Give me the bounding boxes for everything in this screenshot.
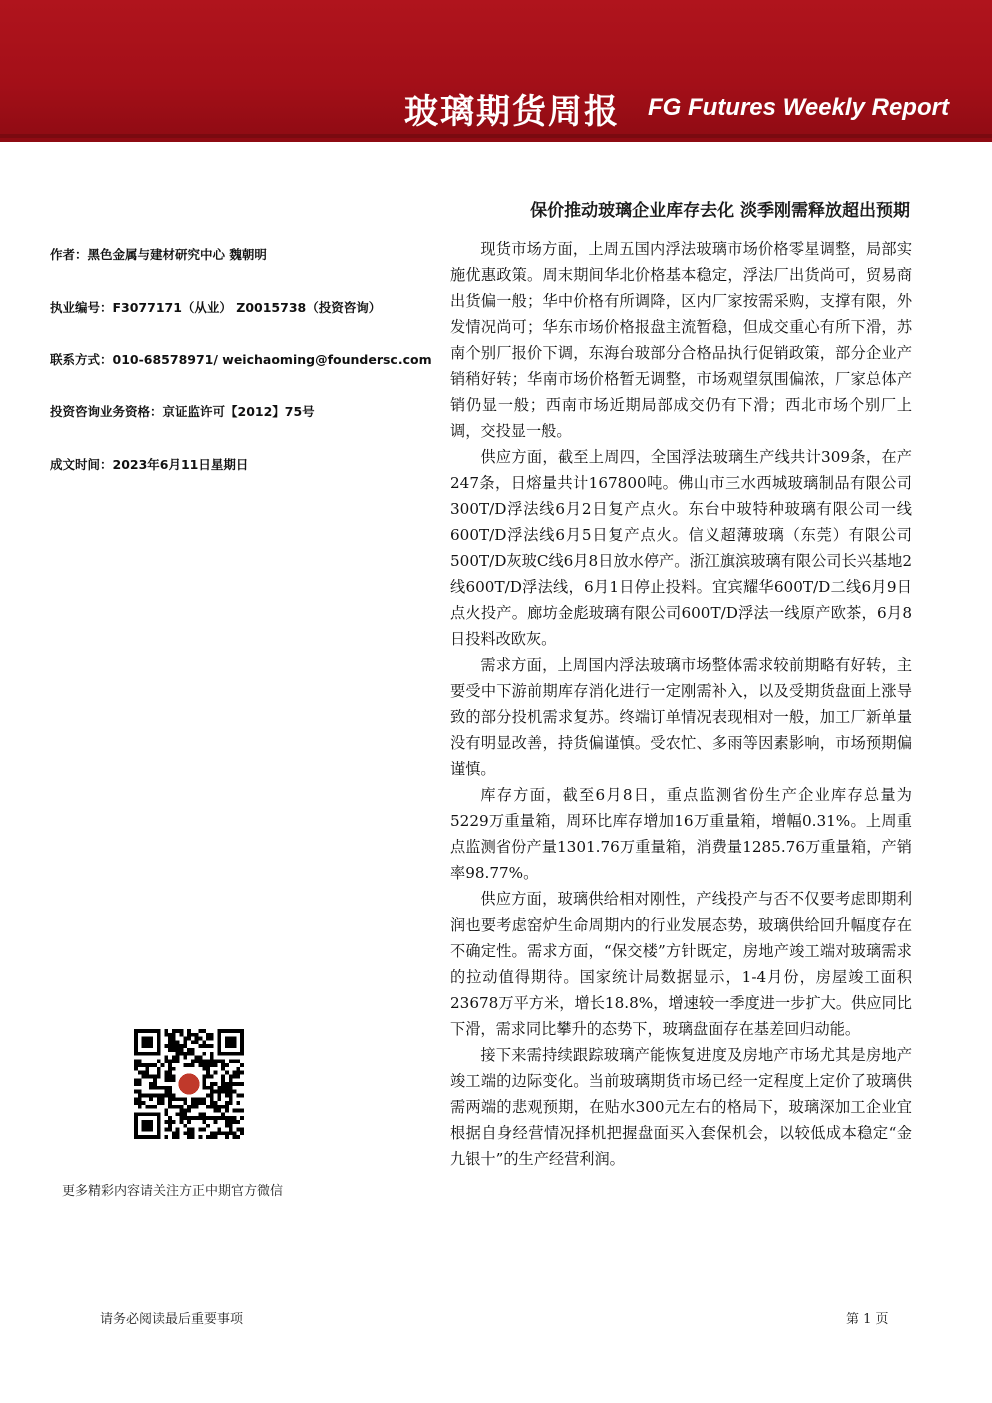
article-body xyxy=(450,236,912,1172)
header-rule xyxy=(0,134,992,138)
article-headline: 保价推动玻璃企业库存去化 淡季刚需释放超出预期 xyxy=(530,201,910,221)
qr-caption: 更多精彩内容请关注方正中期官方微信 xyxy=(62,1184,284,1199)
page-number: 第 1 页 xyxy=(846,1312,889,1327)
date-line: 成文时间：2023年6月11日星期日 xyxy=(50,457,249,472)
report-title-en: FG Futures Weekly Report xyxy=(648,94,949,121)
paragraph-strategy: 接下来需持续跟踪玻璃产能恢复进度及房地产市场尤其是房地产竣工端的边际变化。当前玻璃期货市场已经一定程度上定价了玻璃供需两端的悲观预期，在贴水300元左右的格局下，玻璃深加工企业宜根据自身经营情况择机把握盘面买入套保机会，以较低成本稳定“金九银十”的生产经营利润。 xyxy=(450,1046,912,1168)
qualification-line: 投资咨询业务资格：京证监许可【2012】75号 xyxy=(50,404,315,419)
paragraph-supply: 供应方面，截至上周四，全国浮法玻璃生产线共计309条，在产247条，日熔量共计167800吨。佛山市三水西城玻璃制品有限公司300T/D浮法线6月2日复产点火。东台中玻特种玻璃有限公司一线600T/D浮法线6月5日复产点火。信义超薄玻璃（东莞）有限公司500T/D灰玻C线6月8日放水停产。浙江旗滨玻璃有限公司长兴基地2线600T/D浮法线，6月1日停止投料。宜宾耀华600T/D二线6月9日点火投产。廊坊金彪玻璃有限公司600T/D浮法一线原产欧茶，6月8日投料改欧灰。 xyxy=(450,448,912,648)
author-line: 作者：黑色金属与建材研究中心 魏朝明 xyxy=(50,247,267,262)
contact-line: 联系方式：010-68578971/ weichaoming@foundersc.com xyxy=(50,352,432,367)
paragraph-outlook: 供应方面，玻璃供给相对刚性，产线投产与否不仅要考虑即期利润也要考虑窑炉生命周期内的行业发展态势，玻璃供给回升幅度存在不确定性。需求方面，“保交楼”方针既定，房地产竣工端对玻璃需求的拉动值得期待。国家统计局数据显示，1-4月份，房屋竣工面积23678万平方米，增长18.8%，增速较一季度进一步扩大。供应同比下滑，需求同比攀升的态势下，玻璃盘面存在基差回归动能。 xyxy=(450,890,912,1038)
license-line: 执业编号：F3077171（从业） Z0015738（投资咨询） xyxy=(50,300,382,315)
report-title-cn: 玻璃期货周报 xyxy=(404,92,620,132)
footer-notice: 请务必阅读最后重要事项 xyxy=(100,1312,244,1327)
qr-code-icon xyxy=(134,1029,244,1139)
paragraph-demand: 需求方面，上周国内浮法玻璃市场整体需求较前期略有好转，主要受中下游前期库存消化进行一定刚需补入，以及受期货盘面上涨导致的部分投机需求复苏。终端订单情况表现相对一般，加工厂新单量没有明显改善，持货偏谨慎。受农忙、多雨等因素影响，市场预期偏谨慎。 xyxy=(450,656,912,778)
paragraph-inventory: 库存方面，截至6月8日，重点监测省份生产企业库存总量为5229万重量箱，周环比库存增加16万重量箱，增幅0.31%。上周重点监测省份产量1301.76万重量箱，消费量1285.76万重量箱，产销率98.77%。 xyxy=(450,786,912,882)
paragraph-spot-market: 现货市场方面，上周五国内浮法玻璃市场价格零星调整，局部实施优惠政策。周末期间华北价格基本稳定，浮法厂出货尚可，贸易商出货偏一般；华中价格有所调降，区内厂家按需采购，支撑有限，外发情况尚可；华东市场价格报盘主流暂稳，但成交重心有所下滑，苏南个别厂报价下调，东海台玻部分合格品执行促销政策，部分企业产销稍好转；华南市场价格暂无调整，市场观望氛围偏浓，厂家总体产销仍显一般；西南市场近期局部成交仍有下滑；西北市场个别厂上调，交投显一般。 xyxy=(450,240,912,440)
